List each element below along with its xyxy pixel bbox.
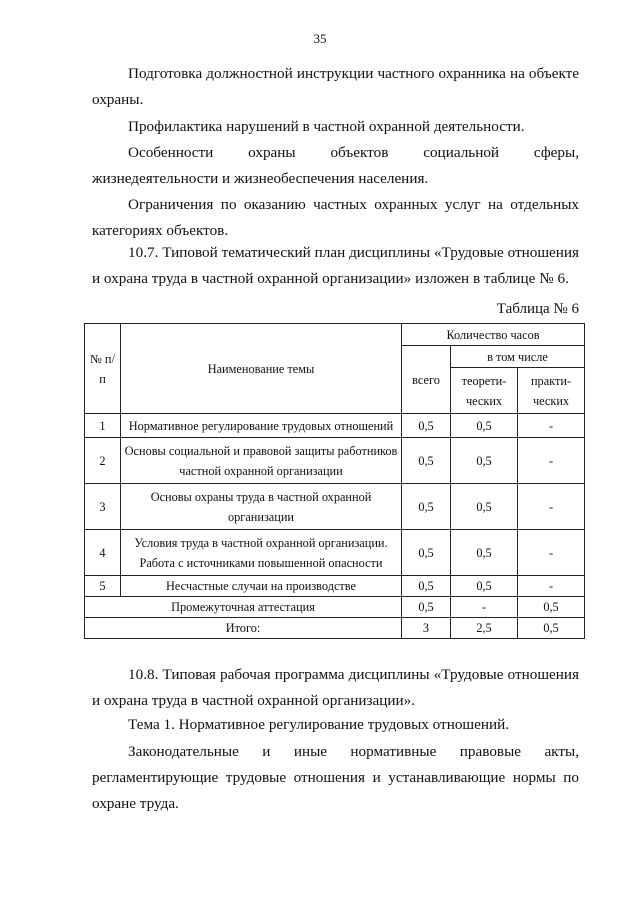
row-total: 0,5	[402, 438, 451, 484]
attestation-label: Промежуточная аттестация	[85, 597, 402, 618]
page-number: 35	[313, 31, 327, 46]
paragraph-prevention: Профилактика нарушений в частной охранной деятельности.	[128, 118, 525, 135]
header-theory: теорети-ческих	[451, 368, 518, 414]
row-topic: Основы охраны труда в частной охранной организации	[121, 484, 402, 530]
row-total: 0,5	[402, 414, 451, 438]
paragraph-social-objects: Особенности охраны объектов социальной сферы, жизнедеятельности и жизнеобеспечения населения.	[92, 144, 579, 187]
table-row	[85, 484, 585, 530]
attestation-total: 0,5	[402, 597, 451, 618]
table-header-row	[85, 324, 585, 346]
total-theory: 2,5	[451, 618, 518, 639]
attestation-practice: 0,5	[518, 597, 585, 618]
header-topic: Наименование темы	[121, 324, 402, 414]
paragraph-topic-1: Тема 1. Нормативное регулирование трудовых отношений.	[128, 716, 510, 733]
header-including: в том числе	[451, 346, 585, 368]
row-theory: 0,5	[451, 530, 518, 576]
table-row	[85, 438, 585, 484]
row-practice: -	[518, 530, 585, 576]
row-practice: -	[518, 438, 585, 484]
row-practice: -	[518, 576, 585, 597]
paragraph-section-10-7: 10.7. Типовой тематический план дисциплины «Трудовые отношения и охрана труда в частной охранной организации» изложен в таблице № 6.	[92, 244, 579, 287]
table-caption: Таблица № 6	[496, 301, 579, 317]
row-number: 1	[85, 414, 121, 438]
row-number: 5	[85, 576, 121, 597]
header-hours: Количество часов	[402, 324, 585, 346]
paragraph-section-10-8: 10.8. Типовая рабочая программа дисциплины «Трудовые отношения и охрана труда в частной охранной организации».	[92, 666, 579, 709]
row-theory: 0,5	[451, 484, 518, 530]
row-total: 0,5	[402, 484, 451, 530]
row-theory: 0,5	[451, 576, 518, 597]
table-row	[85, 576, 585, 597]
total-label: Итого:	[85, 618, 402, 639]
table-row-total	[85, 618, 585, 639]
row-number: 4	[85, 530, 121, 576]
row-total: 0,5	[402, 530, 451, 576]
attestation-theory: -	[451, 597, 518, 618]
row-number: 3	[85, 484, 121, 530]
row-number: 2	[85, 438, 121, 484]
table-row	[85, 414, 585, 438]
row-topic: Нормативное регулирование трудовых отношений	[121, 414, 402, 438]
header-number: № п/п	[85, 324, 121, 414]
table-row-attestation	[85, 597, 585, 618]
row-practice: -	[518, 484, 585, 530]
paragraph-restrictions: Ограничения по оказанию частных охранных услуг на отдельных категориях объектов.	[92, 196, 579, 239]
row-theory: 0,5	[451, 438, 518, 484]
row-total: 0,5	[402, 576, 451, 597]
table-row	[85, 530, 585, 576]
row-theory: 0,5	[451, 414, 518, 438]
row-topic: Условия труда в частной охранной организации. Работа с источниками повышенной опасности	[121, 530, 402, 576]
paragraph-job-instruction: Подготовка должностной инструкции частного охранника на объекте охраны.	[92, 65, 579, 108]
row-topic: Основы социальной и правовой защиты работников частной охранной организации	[121, 438, 402, 484]
header-total: всего	[402, 346, 451, 414]
total-all: 3	[402, 618, 451, 639]
thematic-plan-table	[84, 323, 585, 639]
paragraph-legislation: Законодательные и иные нормативные правовые акты, регламентирующие трудовые отношения и устанавливающие нормы по охране труда.	[92, 743, 579, 812]
header-practice: практи-ческих	[518, 368, 585, 414]
total-practice: 0,5	[518, 618, 585, 639]
row-practice: -	[518, 414, 585, 438]
row-topic: Несчастные случаи на производстве	[121, 576, 402, 597]
